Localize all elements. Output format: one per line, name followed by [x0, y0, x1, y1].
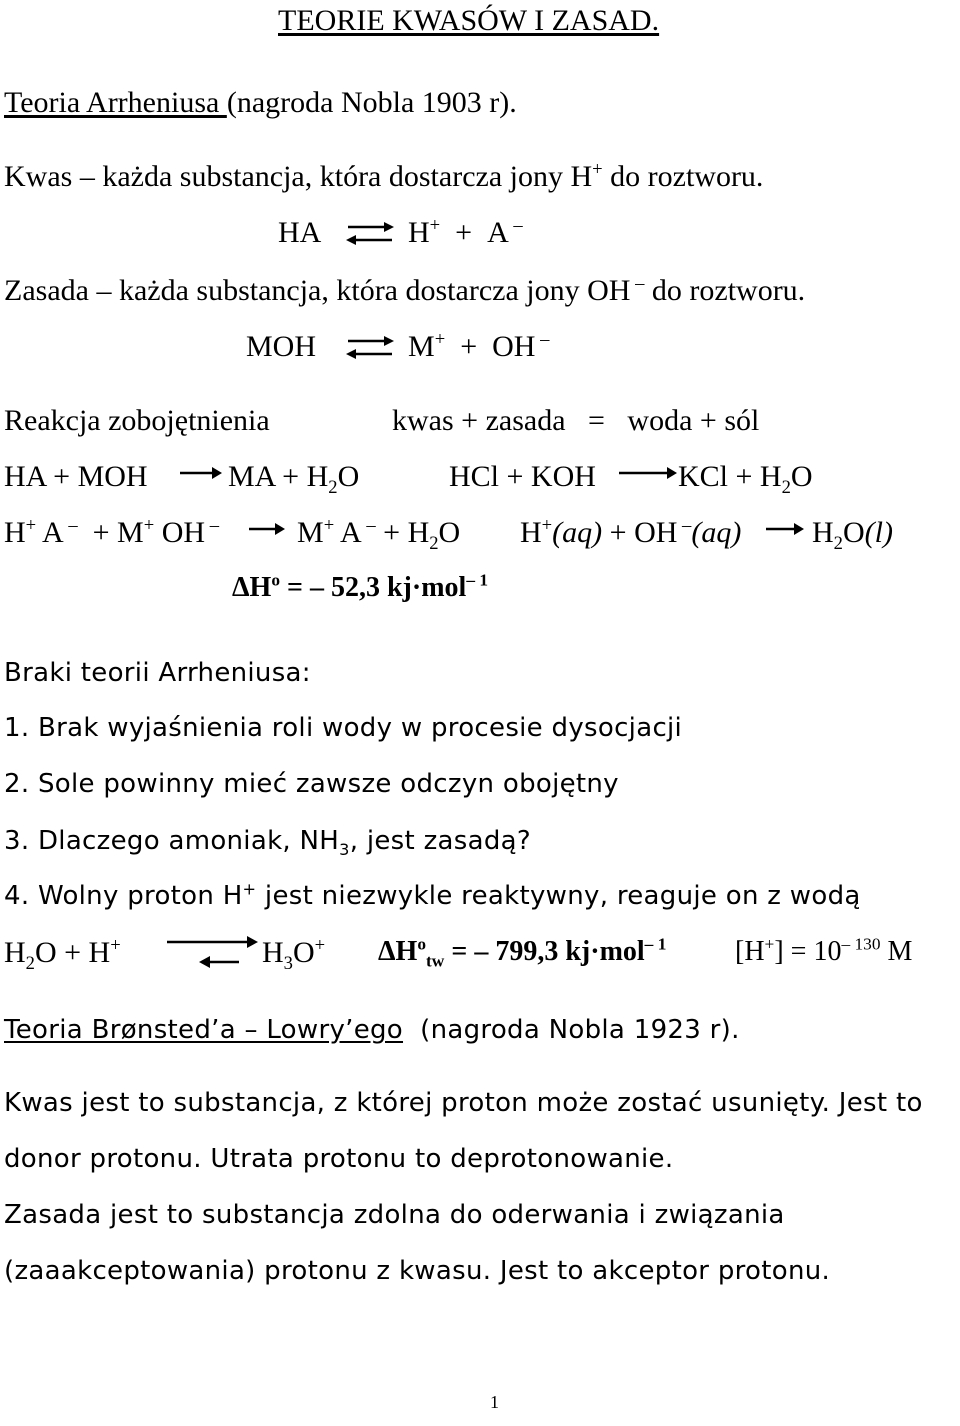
arrow-right-icon — [247, 522, 287, 536]
equation-net-ionic-product: $H_2O(l)$ — [812, 516, 893, 554]
shortcoming-item-2: 2. Sole powinny mieć zawsze odczyn obojętny — [4, 769, 619, 799]
delta-h-hydration: $\Delta H^o_{tw}$ = – 799,3 kj·mol$^{- 1}$ — [378, 934, 667, 971]
bronsted-line-3: Zasada jest to substancja zdolna do oderwania i związania — [4, 1200, 785, 1230]
equation-ionic-products: M+ A $^- + H_2O$ — [297, 515, 461, 554]
bronsted-line-2: donor protonu. Utrata protonu to deprotonowanie. — [4, 1144, 674, 1174]
equilibrium-arrow-icon — [344, 220, 396, 246]
delta-h-hydration-unit: mol — [599, 936, 645, 967]
equation-hcl-koh-products: KCl + $H_2O$ — [678, 460, 813, 498]
bronsted-line-4: (zaaakceptowania) protonu z kwasu. Jest to akceptor protonu. — [4, 1256, 831, 1286]
arrhenius-heading-rest: (nagroda Nobla 1903 r). — [226, 86, 517, 119]
acid-definition: Kwas – każda substancja, która dostarcza jony H+ do roztworu. — [4, 159, 764, 193]
equation-hydronium: $H_2O + H^+$ — [4, 935, 121, 974]
shortcoming-item-3-text: 3. Dlaczego amoniak, NH — [4, 826, 340, 856]
bronsted-heading-underlined: Teoria Brønsted’a – Lowry’ego — [4, 1015, 404, 1045]
proton-concentration: $[H^+] = 10^{- 130}$ M — [735, 934, 913, 967]
acid-definition-tail: do roztworu. — [602, 160, 764, 193]
delta-h-value: = – 52,3 kj — [287, 572, 412, 603]
shortcoming-item-1: 1. Brak wyjaśnienia roli wody w procesie dysocjacji — [4, 713, 683, 743]
delta-h-hydration-value: = – 799,3 kj — [451, 936, 591, 967]
equilibrium-arrow-icon — [344, 334, 396, 360]
shortcoming-item-3-tail: , jest zasadą? — [349, 826, 531, 856]
equation-net-ionic: H+(aq) + OH –(aq) — [520, 515, 742, 549]
shortcomings-heading: Braki teorii Arrheniusa: — [4, 658, 311, 688]
equation-ha-moh: HA + MOH — [4, 460, 148, 493]
arrhenius-heading-underlined: Teoria Arrheniusa — [4, 86, 227, 119]
shortcoming-item-4-tail: jest niezwykle reaktywny, reaguje on z wodą — [256, 881, 861, 911]
shortcoming-item-4-text: 4. Wolny proton H — [4, 881, 243, 911]
shortcoming-item-3: 3. Dlaczego amoniak, $NH_3$, jest zasadą? — [4, 826, 531, 860]
delta-h-neutralization: $\Delta H^o$ = – 52,3 kj·mol$^{- 1}$ — [232, 570, 489, 603]
equation-hcl-koh: HCl + KOH — [449, 460, 596, 493]
equation-ha-dissociation: HA — [278, 216, 322, 249]
arrow-right-icon — [764, 522, 806, 536]
page-number: 1 — [490, 1392, 499, 1412]
proton-concentration-unit: M — [887, 936, 913, 967]
arrow-right-icon — [617, 466, 679, 480]
delta-h-hydration-exponent: – 1 — [644, 934, 667, 954]
equation-ha-moh-products: MA + $H_2O$ — [228, 460, 360, 498]
equation-hydronium-product: $H_3O^+$ — [262, 935, 326, 974]
delta-h-unit: mol — [421, 572, 467, 603]
bronsted-heading-rest: (nagroda Nobla 1923 r). — [420, 1015, 740, 1045]
base-definition-tail: do roztworu. — [644, 274, 806, 307]
shortcoming-item-4: 4. Wolny proton H+ jest niezwykle reaktywny, reaguje on z wodą — [4, 879, 861, 911]
page-title: TEORIE KWASÓW I ZASAD. — [278, 4, 660, 37]
bronsted-line-1: Kwas jest to substancja, z której proton może zostać usunięty. Jest to — [4, 1088, 923, 1118]
bronsted-heading — [4, 1017, 740, 1043]
proton-concentration-exponent: – 130 — [841, 934, 881, 954]
base-definition-text: Zasada – każda substancja, która dostarcza jony OH — [4, 274, 631, 307]
arrow-right-icon — [178, 466, 224, 480]
equation-moh-products: M+ + OH – — [408, 329, 550, 363]
acid-definition-text: Kwas – każda substancja, która dostarcza jony H — [4, 160, 593, 193]
base-definition: Zasada – każda substancja, która dostarcza jony OH – do roztworu. — [4, 273, 806, 307]
equation-ha-products: H+ + A – — [408, 215, 523, 249]
neutralization-label: Reakcja zobojętnienia — [4, 404, 270, 437]
equation-ionic-left: H+ A – + M+ OH – — [4, 515, 220, 549]
neutralization-word-equation: kwas + zasada = woda + sól — [392, 404, 760, 437]
arrhenius-heading — [4, 88, 517, 118]
equation-moh-dissociation: MOH — [246, 330, 317, 363]
equilibrium-arrow-icon — [165, 934, 261, 970]
delta-h-exponent: – 1 — [466, 570, 489, 590]
